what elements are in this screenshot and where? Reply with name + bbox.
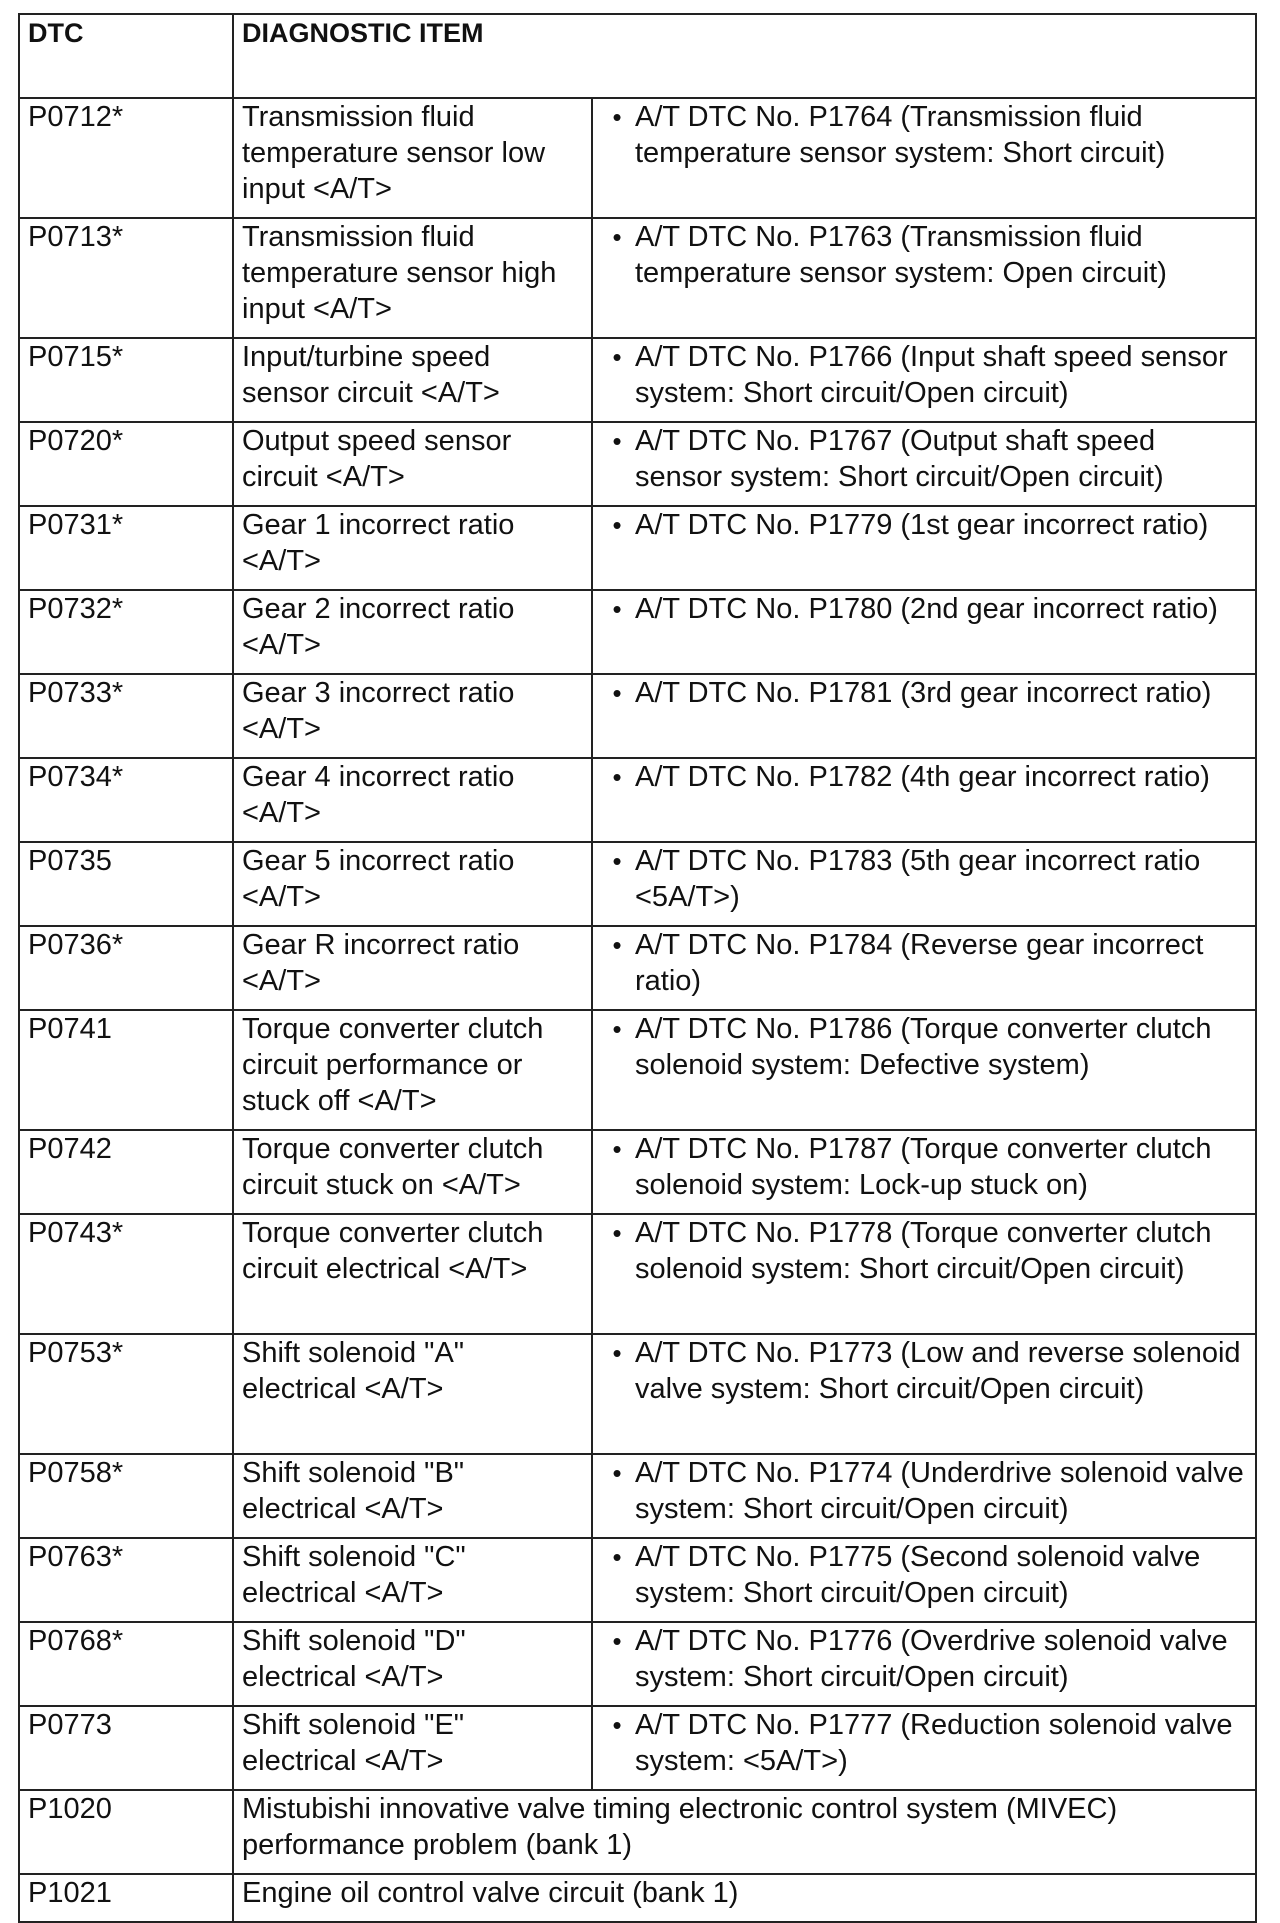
diagnostic-item-cell: Gear 4 incorrect ratio <A/T> (233, 758, 592, 842)
at-dtc-detail-cell (592, 1334, 1256, 1454)
table-row (19, 926, 1256, 1010)
bullet-item (593, 507, 1247, 543)
at-dtc-detail-cell (592, 926, 1256, 1010)
diagnostic-item-cell: Input/turbine speed sensor circuit <A/T> (233, 338, 592, 422)
bullet-item (593, 1707, 1247, 1779)
bullet-icon: • (612, 1218, 622, 1248)
bullet-item (593, 423, 1247, 495)
dtc-code-cell: P0712* (19, 98, 233, 218)
table-row (19, 422, 1256, 506)
bullet-icon: • (612, 1014, 622, 1044)
table-row (19, 218, 1256, 338)
at-dtc-detail-text: A/T DTC No. P1767 (Output shaft speed sensor system: Short circuit/Open circuit) (635, 425, 1164, 493)
header-row (19, 14, 1256, 98)
diagnostic-item-cell: Gear 1 incorrect ratio <A/T> (233, 506, 592, 590)
diagnostic-item-cell: Shift solenoid "A" electrical <A/T> (233, 1334, 592, 1454)
dtc-code-cell: P0734* (19, 758, 233, 842)
at-dtc-detail-cell (592, 1622, 1256, 1706)
at-dtc-detail-text: A/T DTC No. P1774 (Underdrive solenoid valve system: Short circuit/Open circuit) (635, 1457, 1244, 1525)
table-row (19, 590, 1256, 674)
at-dtc-detail-cell (592, 506, 1256, 590)
bullet-icon: • (612, 594, 622, 624)
table-row (19, 1538, 1256, 1622)
at-dtc-detail-text: A/T DTC No. P1778 (Torque converter clutch solenoid system: Short circuit/Open circuit) (635, 1217, 1212, 1285)
dtc-code-cell: P0732* (19, 590, 233, 674)
dtc-code-cell: P0753* (19, 1334, 233, 1454)
at-dtc-detail-text: A/T DTC No. P1779 (1st gear incorrect ratio) (635, 509, 1209, 541)
bullet-item (593, 675, 1247, 711)
diagnostic-item-cell: Shift solenoid "C" electrical <A/T> (233, 1538, 592, 1622)
bullet-item (593, 843, 1247, 915)
header-dtc: DTC (19, 14, 233, 98)
table-row (19, 1454, 1256, 1538)
table-row (19, 1622, 1256, 1706)
table-row (19, 842, 1256, 926)
table-row (19, 1874, 1256, 1922)
at-dtc-detail-cell (592, 842, 1256, 926)
dtc-code-cell: P0733* (19, 674, 233, 758)
at-dtc-detail-cell (592, 674, 1256, 758)
dtc-code-cell: P0736* (19, 926, 233, 1010)
at-dtc-detail-cell (592, 1010, 1256, 1130)
bullet-item (593, 591, 1247, 627)
table-row (19, 674, 1256, 758)
bullet-item (593, 219, 1247, 291)
at-dtc-detail-cell (592, 1214, 1256, 1334)
table-row (19, 1214, 1256, 1334)
at-dtc-detail-text: A/T DTC No. P1782 (4th gear incorrect ratio) (635, 761, 1210, 793)
at-dtc-detail-text: A/T DTC No. P1775 (Second solenoid valve system: Short circuit/Open circuit) (635, 1541, 1201, 1609)
table-row (19, 1334, 1256, 1454)
at-dtc-detail-cell (592, 1454, 1256, 1538)
bullet-icon: • (612, 102, 622, 132)
dtc-code-cell: P0715* (19, 338, 233, 422)
table-row (19, 1010, 1256, 1130)
at-dtc-detail-cell (592, 758, 1256, 842)
diagnostic-item-cell: Gear 2 incorrect ratio <A/T> (233, 590, 592, 674)
at-dtc-detail-text: A/T DTC No. P1777 (Reduction solenoid valve system: <5A/T>) (635, 1709, 1233, 1777)
diagnostic-item-cell: Torque converter clutch circuit stuck on <A/T> (233, 1130, 592, 1214)
bullet-icon: • (612, 510, 622, 540)
diagnostic-item-cell: Mistubishi innovative valve timing electronic control system (MIVEC) performance problem (bank 1) (233, 1790, 1256, 1874)
dtc-table (18, 13, 1257, 1923)
diagnostic-item-cell: Transmission fluid temperature sensor low input <A/T> (233, 98, 592, 218)
diagnostic-item-cell: Engine oil control valve circuit (bank 1) (233, 1874, 1256, 1922)
at-dtc-detail-cell (592, 98, 1256, 218)
diagnostic-item-cell: Torque converter clutch circuit performance or stuck off <A/T> (233, 1010, 592, 1130)
at-dtc-detail-cell (592, 422, 1256, 506)
dtc-code-cell: P0743* (19, 1214, 233, 1334)
bullet-item (593, 99, 1247, 171)
bullet-icon: • (612, 1710, 622, 1740)
bullet-icon: • (612, 1134, 622, 1164)
diagnostic-item-cell: Shift solenoid "E" electrical <A/T> (233, 1706, 592, 1790)
bullet-icon: • (612, 1542, 622, 1572)
at-dtc-detail-text: A/T DTC No. P1781 (3rd gear incorrect ratio) (635, 677, 1212, 709)
table-row (19, 758, 1256, 842)
bullet-item (593, 1335, 1247, 1407)
bullet-item (593, 1215, 1247, 1287)
at-dtc-detail-text: A/T DTC No. P1783 (5th gear incorrect ratio <5A/T>) (635, 845, 1201, 913)
dtc-code-cell: P0735 (19, 842, 233, 926)
bullet-item (593, 1131, 1247, 1203)
at-dtc-detail-cell (592, 590, 1256, 674)
bullet-item (593, 1623, 1247, 1695)
table-row (19, 1130, 1256, 1214)
dtc-code-cell: P0741 (19, 1010, 233, 1130)
diagnostic-item-cell: Output speed sensor circuit <A/T> (233, 422, 592, 506)
bullet-icon: • (612, 222, 622, 252)
bullet-icon: • (612, 678, 622, 708)
at-dtc-detail-text: A/T DTC No. P1773 (Low and reverse solenoid valve system: Short circuit/Open circuit) (635, 1337, 1241, 1405)
at-dtc-detail-text: A/T DTC No. P1766 (Input shaft speed sensor system: Short circuit/Open circuit) (635, 341, 1228, 409)
table-row (19, 1706, 1256, 1790)
bullet-icon: • (612, 1626, 622, 1656)
diagnostic-item-cell: Gear R incorrect ratio <A/T> (233, 926, 592, 1010)
at-dtc-detail-text: A/T DTC No. P1786 (Torque converter clutch solenoid system: Defective system) (635, 1013, 1212, 1081)
bullet-item (593, 759, 1247, 795)
at-dtc-detail-text: A/T DTC No. P1780 (2nd gear incorrect ratio) (635, 593, 1218, 625)
diagnostic-item-cell: Gear 5 incorrect ratio <A/T> (233, 842, 592, 926)
dtc-code-cell: P0713* (19, 218, 233, 338)
at-dtc-detail-text: A/T DTC No. P1763 (Transmission fluid temperature sensor system: Open circuit) (635, 221, 1167, 289)
at-dtc-detail-cell (592, 218, 1256, 338)
dtc-code-cell: P0720* (19, 422, 233, 506)
bullet-item (593, 339, 1247, 411)
diagnostic-item-cell: Torque converter clutch circuit electrical <A/T> (233, 1214, 592, 1334)
dtc-code-cell: P1020 (19, 1790, 233, 1874)
at-dtc-detail-cell (592, 1706, 1256, 1790)
diagnostic-item-cell: Shift solenoid "D" electrical <A/T> (233, 1622, 592, 1706)
diagnostic-item-cell: Shift solenoid "B" electrical <A/T> (233, 1454, 592, 1538)
bullet-icon: • (612, 762, 622, 792)
dtc-code-cell: P0768* (19, 1622, 233, 1706)
at-dtc-detail-text: A/T DTC No. P1784 (Reverse gear incorrect ratio) (635, 929, 1204, 997)
at-dtc-detail-cell (592, 338, 1256, 422)
bullet-item (593, 1539, 1247, 1611)
bullet-icon: • (612, 1458, 622, 1488)
bullet-icon: • (612, 1338, 622, 1368)
bullet-item (593, 1011, 1247, 1083)
bullet-icon: • (612, 342, 622, 372)
table-row (19, 338, 1256, 422)
bullet-item (593, 927, 1247, 999)
dtc-code-cell: P0773 (19, 1706, 233, 1790)
table-row (19, 98, 1256, 218)
dtc-code-cell: P0742 (19, 1130, 233, 1214)
table-row (19, 506, 1256, 590)
bullet-icon: • (612, 426, 622, 456)
dtc-table-body (19, 14, 1256, 1922)
dtc-code-cell: P0731* (19, 506, 233, 590)
header-diagnostic-item: DIAGNOSTIC ITEM (233, 14, 1256, 98)
dtc-code-cell: P0758* (19, 1454, 233, 1538)
at-dtc-detail-cell (592, 1538, 1256, 1622)
at-dtc-detail-cell (592, 1130, 1256, 1214)
bullet-icon: • (612, 930, 622, 960)
at-dtc-detail-text: A/T DTC No. P1787 (Torque converter clutch solenoid system: Lock-up stuck on) (635, 1133, 1212, 1201)
diagnostic-item-cell: Transmission fluid temperature sensor high input <A/T> (233, 218, 592, 338)
dtc-code-cell: P0763* (19, 1538, 233, 1622)
diagnostic-item-cell: Gear 3 incorrect ratio <A/T> (233, 674, 592, 758)
at-dtc-detail-text: A/T DTC No. P1764 (Transmission fluid temperature sensor system: Short circuit) (635, 101, 1166, 169)
bullet-item (593, 1455, 1247, 1527)
at-dtc-detail-text: A/T DTC No. P1776 (Overdrive solenoid valve system: Short circuit/Open circuit) (635, 1625, 1228, 1693)
dtc-code-cell: P1021 (19, 1874, 233, 1922)
bullet-icon: • (612, 846, 622, 876)
table-row (19, 1790, 1256, 1874)
